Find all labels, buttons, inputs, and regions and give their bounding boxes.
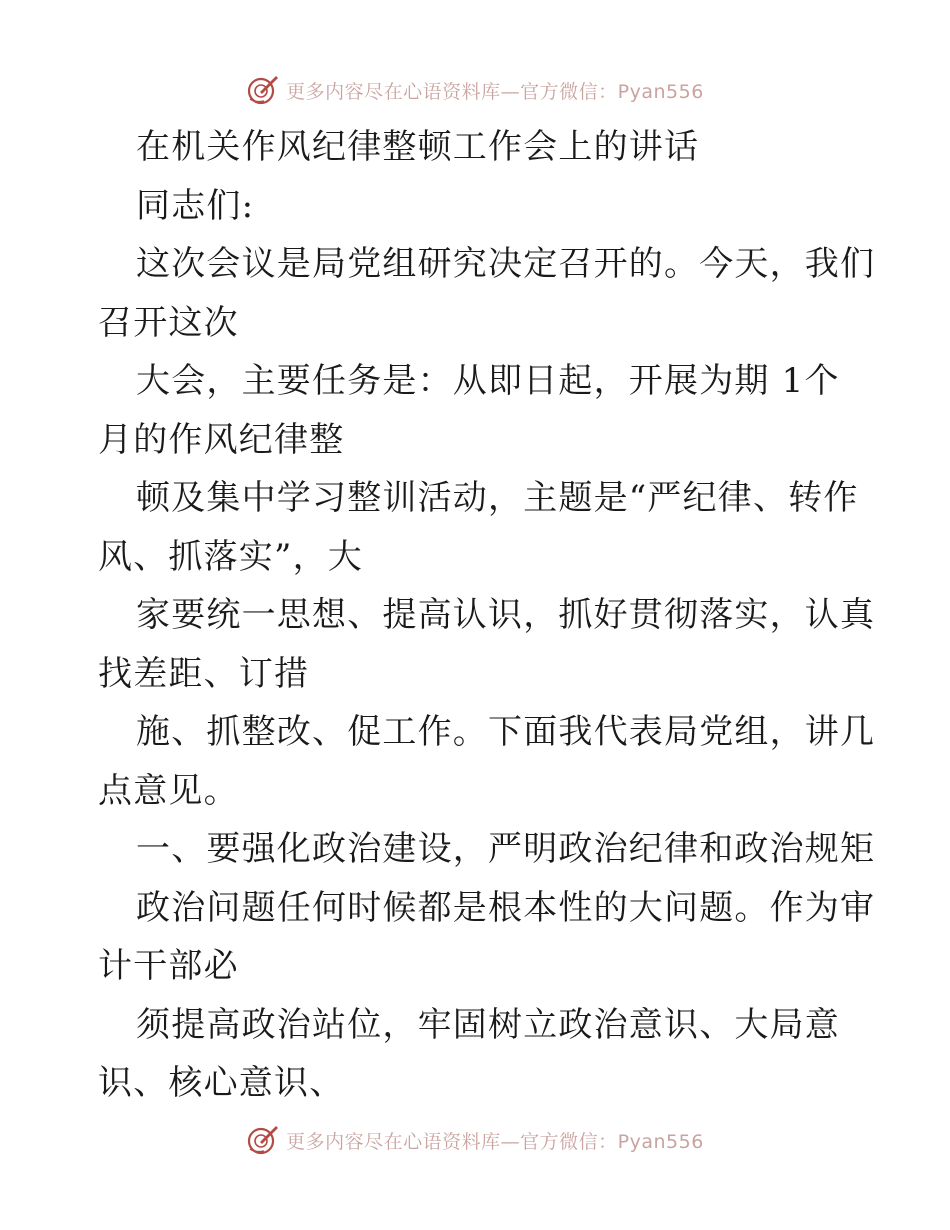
document-body — [98, 118, 876, 1113]
watermark-wechat-id: Pyan556 — [617, 80, 704, 103]
text-line: 家要统一思想、提高认识，抓好贯彻落实，认真 — [136, 595, 876, 635]
text-line: 政治问题任何时候都是根本性的大问题。作为审 — [136, 887, 876, 928]
document-title: 在机关作风纪律整顿工作会上的讲话 — [136, 127, 700, 167]
text-line: 风、抓落实”，大 — [98, 536, 363, 577]
watermark-text — [286, 77, 704, 104]
watermark-wechat-id: Pyan556 — [617, 1130, 704, 1153]
text-line: 施、抓整改、促工作。下面我代表局党组，讲几 — [136, 712, 876, 752]
text-line: 须提高政治站位，牢固树立政治意识、大局意 — [136, 1004, 840, 1045]
text-line: 一、要强化政治建设，严明政治纪律和政治规矩 — [136, 829, 876, 869]
text-line: 点意见。 — [98, 770, 239, 811]
text-line: 识、核心意识、 — [98, 1063, 345, 1103]
watermark-text-cn: 更多内容尽在心语资料库—官方微信： — [286, 80, 618, 103]
watermark-text-cn: 更多内容尽在心语资料库—官方微信： — [286, 1130, 618, 1153]
text-line: 大会，主要任务是：从即日起，开展为期 1个 — [136, 361, 840, 401]
watermark-text — [286, 1127, 704, 1154]
text-line: 这次会议是局党组研究决定召开的。今天，我们 — [136, 244, 876, 284]
text-line: 计干部必 — [98, 946, 239, 986]
watermark-footer — [0, 1120, 950, 1160]
text-line: 月的作风纪律整 — [98, 419, 345, 460]
text-line: 找差距、订措 — [98, 653, 310, 694]
pen-logo-icon — [246, 1123, 280, 1157]
text-line: 同志们: — [136, 185, 255, 226]
text-line: 召开这次 — [98, 302, 239, 343]
pen-logo-icon — [246, 73, 280, 107]
watermark-header — [0, 70, 950, 110]
text-line: 顿及集中学习整训活动，主题是“严纪律、转作 — [136, 478, 859, 518]
